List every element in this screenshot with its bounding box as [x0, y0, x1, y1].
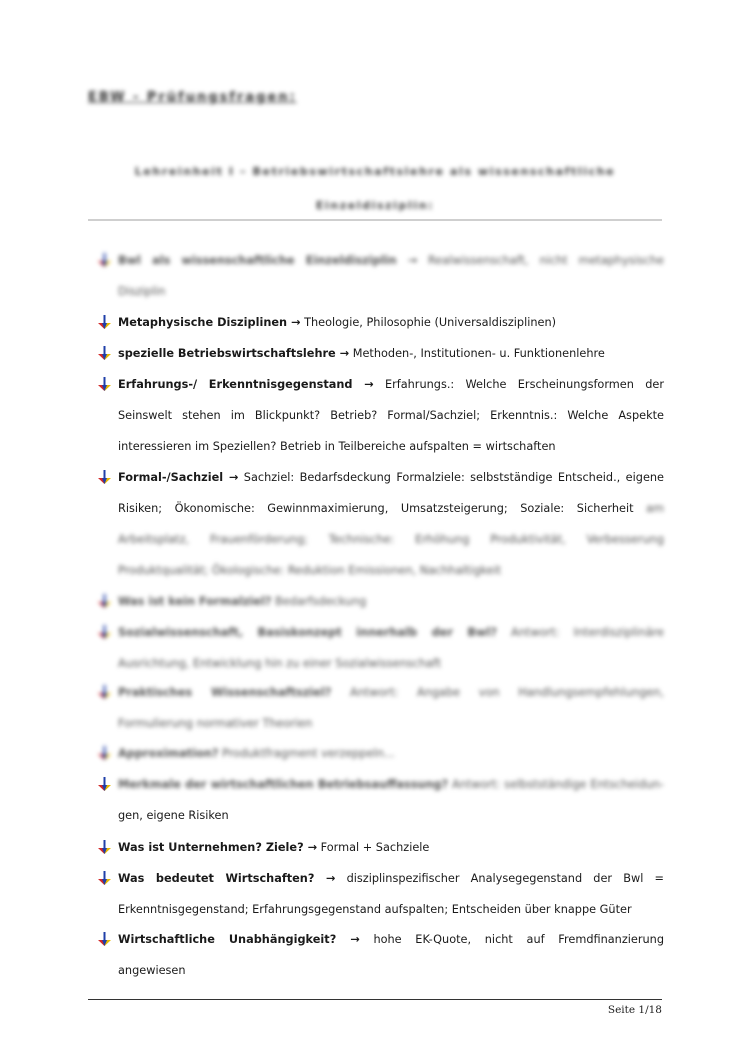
section-divider [88, 219, 662, 221]
answer-text: Antwort: selbstständige Entscheidun- [451, 778, 665, 791]
answer-text: Formal + Sachziele [320, 841, 430, 854]
arrow-down-bullet-icon [98, 470, 111, 485]
list-item [98, 307, 664, 338]
answer-text: Erfahrungs.: Welche Erscheinungsformen der Seinswelt stehen im Blickpunkt? Betrieb? Formal/Sachziel; Erkenntnis.: Welche Aspekte interessieren im Speziellen? Betrieb in Teilbereiche aufspalten = wirtschaften [118, 378, 664, 453]
list-item [98, 617, 664, 679]
document-title: EBW - Prüfungsfragen: [88, 90, 297, 105]
arrow-down-bullet-icon [98, 253, 111, 268]
question-text: Erfahrungs-/ Erkenntnisgegenstand → [118, 378, 374, 391]
question-text: Metaphysische Disziplinen → [118, 316, 301, 329]
question-text: Approximation? [118, 747, 219, 760]
question-text: Praktisches Wissenschaftsziel? [118, 686, 332, 699]
arrow-down-bullet-icon [98, 932, 111, 947]
list-item [98, 769, 664, 831]
question-text: Merkmale der wirtschaftlichen Betriebsauffassung? [118, 778, 449, 791]
list-item [98, 677, 664, 739]
question-text: Was bedeutet Wirtschaften? → [118, 872, 336, 885]
answer-continuation: am Arbeitsplatz, Frauenförderung; Technische: Erhöhung Produktivität, Verbesserung Produktqualität; Ökologische: Reduktion Emissionen, Nachhaltigkeit [118, 502, 665, 577]
list-item [98, 338, 664, 369]
arrow-down-bullet-icon [98, 685, 111, 700]
arrow-down-bullet-icon [98, 746, 111, 761]
answer-text: Methoden-, Institutionen- u. Funktionenlehre [352, 347, 605, 360]
arrow-down-bullet-icon [98, 871, 111, 886]
answer-text: Antwort: Angabe von Handlungsempfehlungen, Formulierung normativer Theorien [118, 686, 665, 730]
list-item [98, 462, 664, 586]
question-text: Formal-/Sachziel → [118, 471, 239, 484]
question-text: Was ist kein Formalziel? [118, 595, 272, 608]
list-item [98, 832, 664, 863]
arrow-down-bullet-icon [98, 594, 111, 609]
answer-text: Bedarfsdeckung [274, 595, 367, 608]
answer-continuation: gen, eigene Risiken [118, 809, 229, 822]
answer-text: hohe EK-Quote, nicht auf Fremdfinanzierung angewiesen [118, 933, 665, 977]
answer-text: Realwissenschaft, nicht metaphysische Disziplin [118, 254, 664, 298]
list-item [98, 245, 664, 307]
answer-text: disziplinspezifischer Analysegegenstand der Bwl = Erkenntnisgegenstand; Erfahrungsgegenstand aufspalten; Entscheiden über knappe Güter [118, 872, 665, 916]
arrow-down-bullet-icon [98, 377, 111, 392]
question-text: Was ist Unternehmen? Ziele? → [118, 841, 318, 854]
question-text: Bwl als wissenschaftliche Einzeldisziplin → [118, 254, 418, 267]
section-title: Lehreinheit I – Betriebswirtschaftslehre als wissenschaftliche Einzeldisziplin: [134, 165, 616, 212]
list-item [98, 924, 664, 986]
list-item [98, 738, 664, 769]
list-item [98, 369, 664, 462]
arrow-down-bullet-icon [98, 315, 111, 330]
answer-text: Antwort: Interdisziplinäre Ausrichtung, Entwicklung hin zu einer Sozialwissenschaft [118, 626, 664, 670]
arrow-down-bullet-icon [98, 777, 111, 792]
question-text: Wirtschaftliche Unabhängigkeit? → [118, 933, 360, 946]
answer-text: Produktfragment verzeppeln... [222, 747, 395, 760]
arrow-down-bullet-icon [98, 346, 111, 361]
arrow-down-bullet-icon [98, 840, 111, 855]
arrow-down-bullet-icon [98, 625, 111, 640]
page-number: Seite 1/18 [607, 1004, 662, 1016]
answer-text: Sachziel: Bedarfsdeckung Formalziele: selbstständige Entscheid., eigene Risiken; Ökonomische: Gewinnmaximierung, Umsatzsteigerung; Soziale: Sicherheit [118, 471, 664, 515]
answer-text: Theologie, Philosophie (Universaldisziplinen) [304, 316, 557, 329]
question-text: spezielle Betriebswirtschaftslehre → [118, 347, 350, 360]
list-item [98, 863, 664, 925]
list-item [98, 586, 664, 617]
footer-divider [88, 999, 662, 1000]
question-text: Sozialwissenschaft, Basiskonzept innerhalb der Bwl? [118, 626, 497, 639]
